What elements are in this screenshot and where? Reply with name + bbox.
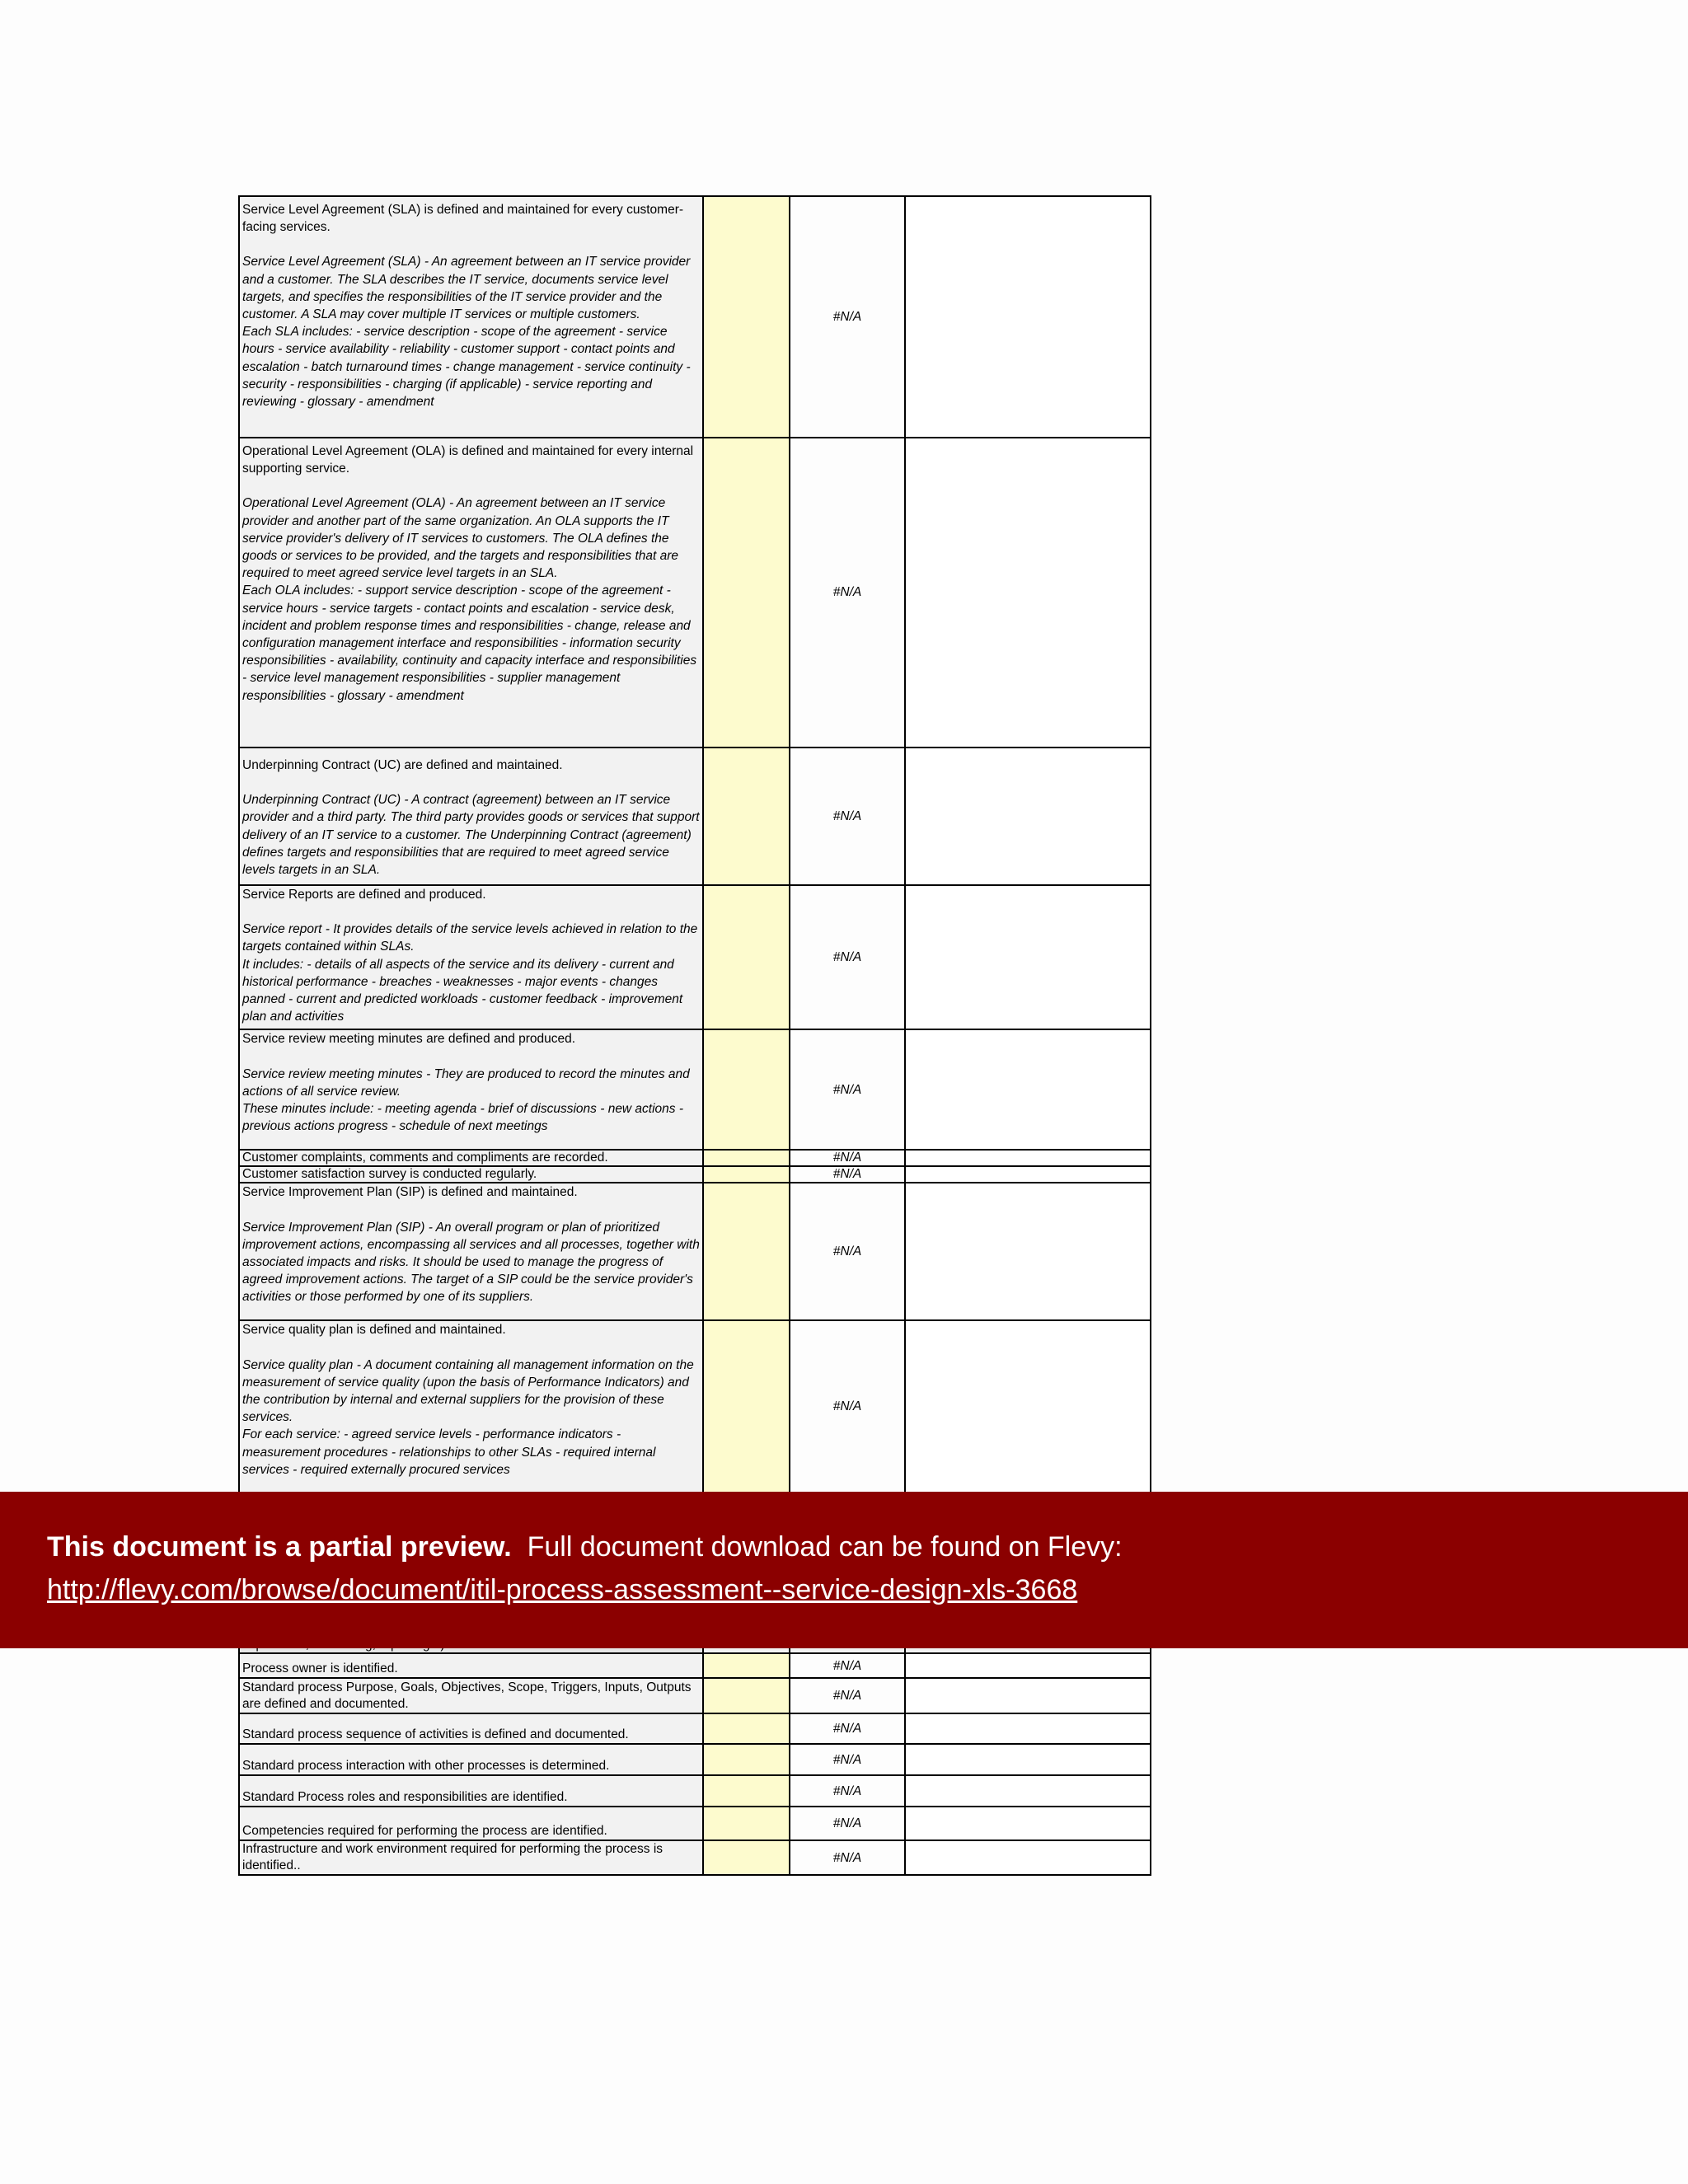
comment-cell[interactable] [905, 196, 1151, 438]
comment-cell[interactable] [905, 1840, 1151, 1875]
answer-cell[interactable] [703, 1840, 790, 1875]
banner-bold-text: This document is a partial preview. [47, 1531, 512, 1563]
definition-text: Each OLA includes: - support service description - scope of the agreement - service hours - service targets - contact points and escalation - service desk, incident and problem response times and responsibilities - change, release and configuration management interface and responsibilities - information security responsibilities - availability, continuity and capacity interface and responsibilities - service level management responsibilities - supplier management responsibilities - glossary - amendment [242, 583, 697, 703]
question-title: Service review meeting minutes are defined and produced. [242, 1032, 576, 1047]
answer-cell[interactable] [703, 1150, 790, 1166]
score-cell: #N/A [790, 1150, 905, 1166]
table-row [239, 1320, 1151, 1493]
score-cell: #N/A [790, 1840, 905, 1875]
score-cell: #N/A [790, 438, 905, 748]
question-definition [242, 253, 701, 410]
question-cell [239, 1320, 703, 1493]
question-definition [242, 921, 701, 1025]
download-link[interactable]: http://flevy.com/browse/document/itil-process-assessment--service-design-xls-3668 [47, 1574, 1078, 1605]
definition-text: It includes: - details of all aspects of the service and its delivery - current and historical performance - breaches - weaknesses - major events - changes panned - current and predicted workloads - customer feedback - improvement plan and activities [242, 957, 683, 1024]
answer-cell[interactable] [703, 1029, 790, 1150]
table-row [239, 1744, 1151, 1775]
score-cell: #N/A [790, 1678, 905, 1713]
answer-cell[interactable] [703, 1653, 790, 1678]
question-definition [242, 1219, 701, 1306]
question-cell [239, 1029, 703, 1150]
score-cell: #N/A [790, 1713, 905, 1744]
question-cell: Customer satisfaction survey is conducted regularly. [239, 1166, 703, 1183]
definition-text: Each SLA includes: - service description - scope of the agreement - service hours - service availability - reliability - customer support - contact points and escalation - batch turnaround times - change management - service continuity - security - responsibilities - charging (if applicable) - service reporting and reviewing - glossary - amendment [242, 325, 691, 410]
table-row [239, 748, 1151, 885]
answer-cell[interactable] [703, 885, 790, 1029]
definition-text: Service Improvement Plan (SIP) - An overall program or plan of prioritized improvement actions, encompassing all services and all processes, together with associated impacts and risks. It should be used to manage the progress of agreed improvement actions. The target of a SIP could be the service provider's activities or those performed by one of its suppliers. [242, 1220, 700, 1305]
score-cell: #N/A [790, 1183, 905, 1320]
banner-message [47, 1531, 1123, 1563]
comment-cell[interactable] [905, 1713, 1151, 1744]
preview-banner [0, 1492, 1688, 1648]
answer-cell[interactable] [703, 1744, 790, 1775]
score-cell: #N/A [790, 1029, 905, 1150]
score-cell: #N/A [790, 748, 905, 885]
answer-cell[interactable] [703, 1166, 790, 1183]
table-row [239, 1029, 1151, 1150]
question-title: Operational Level Agreement (OLA) is defined and maintained for every internal supporting service. [242, 444, 694, 476]
score-cell: #N/A [790, 196, 905, 438]
answer-cell[interactable] [703, 1678, 790, 1713]
question-title: Service quality plan is defined and maintained. [242, 1323, 506, 1338]
comment-cell[interactable] [905, 1150, 1151, 1166]
definition-text: Service quality plan - A document containing all management information on the measurement of service quality (upon the basis of Performance Indicators) and the contribution by internal and external suppliers for the provision of these services. [242, 1357, 694, 1425]
comment-cell[interactable] [905, 1807, 1151, 1840]
question-definition [242, 1066, 701, 1136]
question-cell [239, 748, 703, 885]
answer-cell[interactable] [703, 748, 790, 885]
comment-cell[interactable] [905, 1653, 1151, 1678]
question-cell: Standard process interaction with other processes is determined. [239, 1744, 703, 1775]
table-row [239, 1807, 1151, 1840]
definition-text: Service report - It provides details of the service levels achieved in relation to the targets contained within SLAs. [242, 922, 698, 954]
question-cell: Competencies required for performing the process are identified. [239, 1807, 703, 1840]
score-cell: #N/A [790, 1653, 905, 1678]
score-cell: #N/A [790, 1807, 905, 1840]
comment-cell[interactable] [905, 1678, 1151, 1713]
score-cell: #N/A [790, 1320, 905, 1493]
answer-cell[interactable] [703, 1775, 790, 1807]
answer-cell[interactable] [703, 1320, 790, 1493]
comment-cell[interactable] [905, 1775, 1151, 1807]
definition-text: Underpinning Contract (UC) - A contract (agreement) between an IT service provider and a third party. The third party provides goods or services that support delivery of an IT service to a customer. The Underpinning Contract (agreement) defines targets and responsibilities that are required to meet agreed service levels targets in an SLA. [242, 793, 700, 878]
question-cell [239, 885, 703, 1029]
question-cell: Customer complaints, comments and compliments are recorded. [239, 1150, 703, 1166]
question-cell: Process owner is identified. [239, 1653, 703, 1678]
definition-text: Operational Level Agreement (OLA) - An agreement between an IT service provider and another part of the same organization. An OLA supports the IT service provider's delivery of IT services to customers. The OLA defines the goods or services to be provided, and the targets and responsibilities that are required to meet agreed service level targets in an SLA. [242, 496, 679, 581]
table-row [239, 438, 1151, 748]
question-cell: Standard Process roles and responsibilities are identified. [239, 1775, 703, 1807]
comment-cell[interactable] [905, 885, 1151, 1029]
question-cell [239, 196, 703, 438]
question-definition [242, 494, 701, 704]
comment-cell[interactable] [905, 1744, 1151, 1775]
comment-cell[interactable] [905, 1029, 1151, 1150]
question-cell [239, 1183, 703, 1320]
comment-cell[interactable] [905, 438, 1151, 748]
answer-cell[interactable] [703, 1713, 790, 1744]
question-cell: Infrastructure and work environment required for performing the process is identified.. [239, 1840, 703, 1875]
comment-cell[interactable] [905, 1166, 1151, 1183]
definition-text: Service review meeting minutes - They are produced to record the minutes and actions of all service review. [242, 1066, 690, 1099]
definition-text: Service Level Agreement (SLA) - An agreement between an IT service provider and a customer. The SLA describes the IT service, documents service level targets, and specifies the responsibilities of the IT service provider and the customer. A SLA may cover multiple IT services or multiple customers. [242, 255, 691, 322]
table-row [239, 1653, 1151, 1678]
score-cell: #N/A [790, 1744, 905, 1775]
answer-cell[interactable] [703, 1807, 790, 1840]
comment-cell[interactable] [905, 1320, 1151, 1493]
definition-text: For each service: - agreed service levels - performance indicators - measurement procedures - relationships to other SLAs - required internal services - required externally procured services [242, 1427, 656, 1477]
table-row [239, 1166, 1151, 1183]
comment-cell[interactable] [905, 748, 1151, 885]
table-row [239, 1183, 1151, 1320]
answer-cell[interactable] [703, 1183, 790, 1320]
question-title: Service Improvement Plan (SIP) is defined and maintained. [242, 1185, 578, 1200]
question-title: Service Level Agreement (SLA) is defined and maintained for every customer-facing services. [242, 203, 684, 235]
question-title: Service Reports are defined and produced. [242, 888, 486, 902]
question-cell [239, 438, 703, 748]
table-row [239, 1713, 1151, 1744]
score-cell: #N/A [790, 885, 905, 1029]
table-row [239, 885, 1151, 1029]
answer-cell[interactable] [703, 196, 790, 438]
score-cell: #N/A [790, 1166, 905, 1183]
question-cell: Standard process Purpose, Goals, Objectives, Scope, Triggers, Inputs, Outputs are defined and documented. [239, 1678, 703, 1713]
comment-cell[interactable] [905, 1183, 1151, 1320]
score-cell: #N/A [790, 1775, 905, 1807]
question-definition [242, 791, 701, 879]
question-definition [242, 1357, 701, 1479]
table-row [239, 1840, 1151, 1875]
question-title: Underpinning Contract (UC) are defined and maintained. [242, 758, 563, 772]
question-cell: Standard process sequence of activities is defined and documented. [239, 1713, 703, 1744]
table-row [239, 1150, 1151, 1166]
table-row [239, 196, 1151, 438]
answer-cell[interactable] [703, 438, 790, 748]
table-row [239, 1678, 1151, 1713]
table-row [239, 1775, 1151, 1807]
definition-text: These minutes include: - meeting agenda - brief of discussions - new actions - previous actions progress - schedule of next meetings [242, 1102, 684, 1134]
banner-text: Full document download can be found on Flevy: [527, 1531, 1123, 1563]
